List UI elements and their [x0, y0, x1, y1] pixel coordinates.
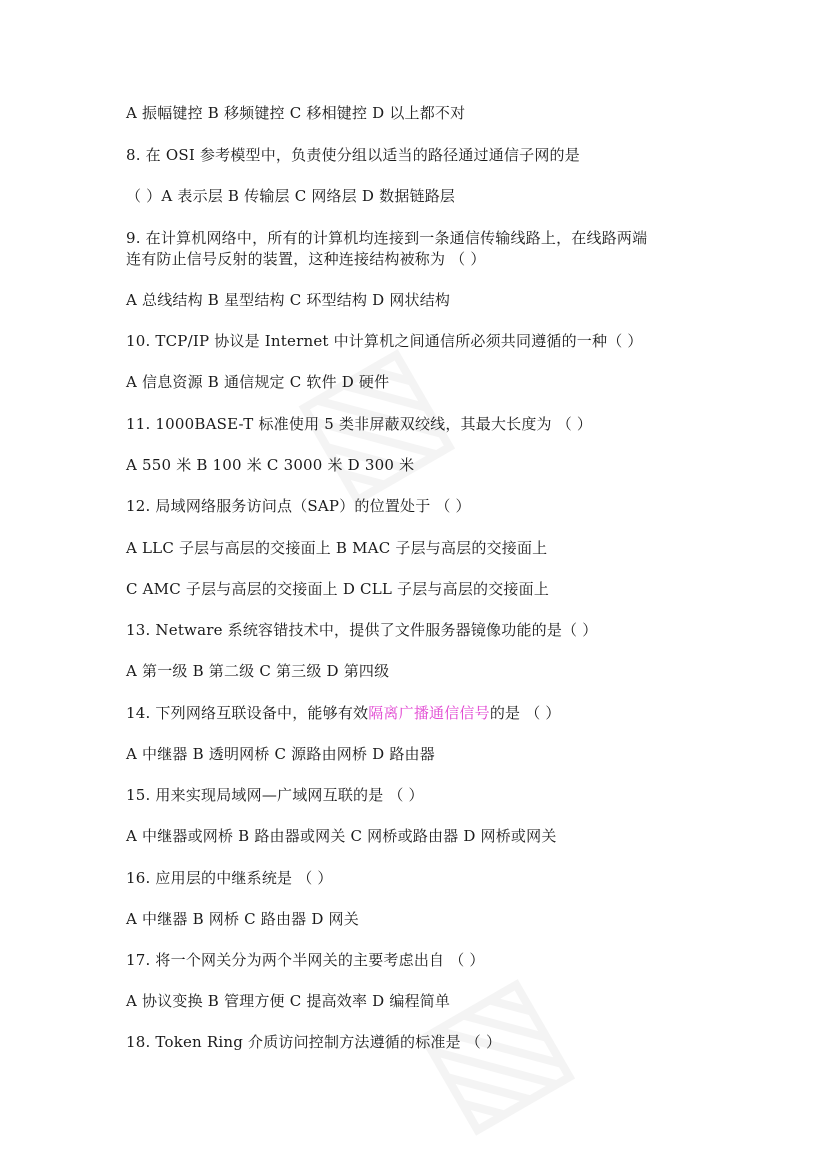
question-15: 15. 用来实现局域网—广域网互联的是 （ ）	[126, 786, 424, 804]
answer-options-16: A 中继器 B 网桥 C 路由器 D 网关	[126, 910, 359, 928]
answer-options-13: A 第一级 B 第二级 C 第三级 D 第四级	[126, 662, 390, 680]
answer-options-10: A 信息资源 B 通信规定 C 软件 D 硬件	[126, 373, 390, 391]
question-18: 18. Token Ring 介质访问控制方法遵循的标准是 （ ）	[126, 1033, 502, 1051]
question-14-text: 14. 下列网络互联设备中，能够有效	[126, 704, 369, 722]
question-10: 10. TCP/IP 协议是 Internet 中计算机之间通信所必须共同遵循的一种（ ）	[126, 332, 643, 350]
question-14-text-end: 的是 （ ）	[489, 704, 561, 722]
question-9-continued: 连有防止信号反射的装置，这种连接结构被称为 （ ）	[126, 250, 486, 268]
question-14	[126, 702, 561, 724]
answer-options-17: A 协议变换 B 管理方便 C 提高效率 D 编程简单	[126, 992, 451, 1010]
question-11: 11. 1000BASE-T 标准使用 5 类非屏蔽双绞线，其最大长度为 （ ）	[126, 415, 593, 433]
answer-options-9: A 总线结构 B 星型结构 C 环型结构 D 网状结构	[126, 291, 451, 309]
answer-options-12b: C AMC 子层与高层的交接面上 D CLL 子层与高层的交接面上	[126, 580, 550, 598]
question-12: 12. 局域网络服务访问点（SAP）的位置处于 （ ）	[126, 497, 471, 515]
question-13: 13. Netware 系统容错技术中，提供了文件服务器镜像功能的是（ ）	[126, 621, 598, 639]
highlighted-link[interactable]: 隔离广播通信信号	[368, 704, 490, 722]
question-9: 9. 在计算机网络中，所有的计算机均连接到一条通信传输线路上，在线路两端	[126, 229, 648, 247]
answer-options-8: （ ）A 表示层 B 传输层 C 网络层 D 数据链路层	[126, 187, 456, 205]
question-16: 16. 应用层的中继系统是 （ ）	[126, 869, 333, 887]
question-17: 17. 将一个网关分为两个半网关的主要考虑出自 （ ）	[126, 951, 485, 969]
answer-options-15: A 中继器或网桥 B 路由器或网关 C 网桥或路由器 D 网桥或网关	[126, 827, 557, 845]
answer-options-7: A 振幅键控 B 移频键控 C 移相键控 D 以上都不对	[126, 104, 466, 122]
question-8: 8. 在 OSI 参考模型中，负责使分组以适当的路径通过通信子网的是	[126, 146, 580, 164]
answer-options-12a: A LLC 子层与高层的交接面上 B MAC 子层与高层的交接面上	[126, 539, 548, 557]
answer-options-11: A 550 米 B 100 米 C 3000 米 D 300 米	[126, 456, 415, 474]
answer-options-14: A 中继器 B 透明网桥 C 源路由网桥 D 路由器	[126, 745, 435, 763]
